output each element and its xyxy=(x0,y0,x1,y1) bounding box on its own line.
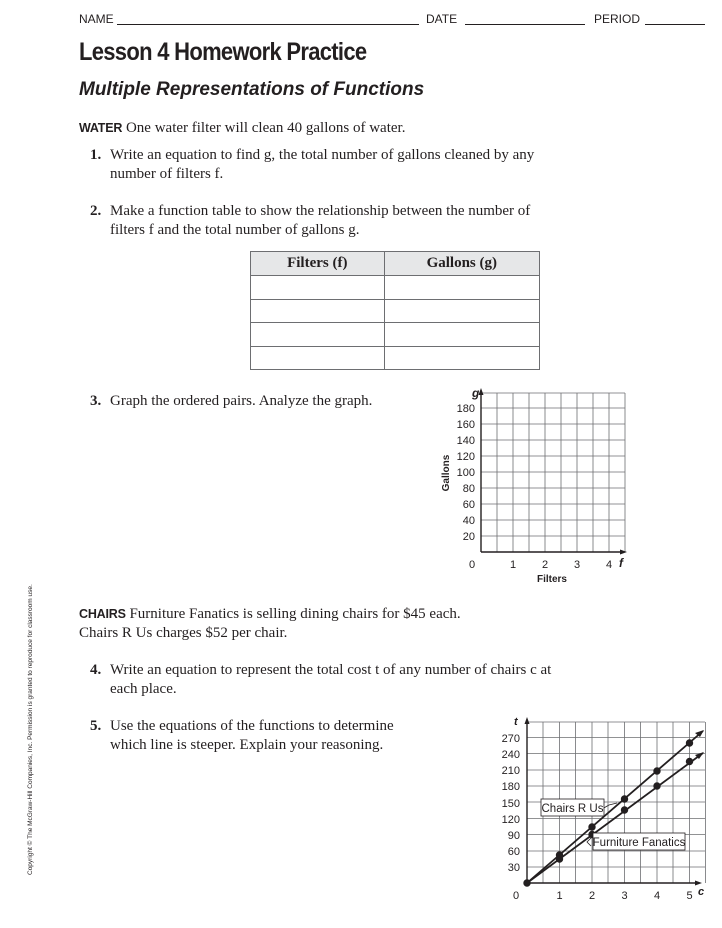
question-text-line: Write an equation to represent the total cost t of any number of chairs c at xyxy=(110,662,552,678)
table-row xyxy=(251,276,540,300)
x-axis-title: Filters xyxy=(536,574,568,585)
question-number: 2. xyxy=(90,203,102,219)
svg-text:4: 4 xyxy=(605,559,613,571)
question-1 xyxy=(90,146,650,186)
svg-text:120: 120 xyxy=(456,451,475,463)
question-text-line: Make a function table to show the relationship between the number of xyxy=(110,203,531,219)
date-label: DATE xyxy=(426,12,458,26)
x-axis-var-label: c xyxy=(698,886,705,898)
svg-text:150: 150 xyxy=(501,798,520,810)
graph-axes xyxy=(481,391,624,552)
date-field[interactable] xyxy=(465,24,585,25)
water-section-label: WATER xyxy=(79,121,123,135)
svg-text:60: 60 xyxy=(507,846,520,858)
function-table xyxy=(250,251,540,370)
question-number: 5. xyxy=(90,718,102,734)
table-cell[interactable] xyxy=(251,323,385,347)
svg-text:20: 20 xyxy=(462,531,475,543)
question-text-line: filters f and the total number of gallons g. xyxy=(110,222,360,238)
svg-text:240: 240 xyxy=(501,749,520,761)
table-cell[interactable] xyxy=(384,276,539,300)
table-row xyxy=(251,299,540,323)
svg-text:1: 1 xyxy=(509,559,517,571)
svg-text:0: 0 xyxy=(512,890,520,902)
question-number: 3. xyxy=(90,393,102,409)
question-text-line: each place. xyxy=(110,681,177,697)
question-number: 1. xyxy=(90,147,102,163)
table-cell[interactable] xyxy=(384,346,539,370)
svg-text:2: 2 xyxy=(541,559,549,571)
chairs-intro xyxy=(79,605,461,643)
graph-grid xyxy=(481,393,625,552)
svg-text:180: 180 xyxy=(456,403,475,415)
period-label: PERIOD xyxy=(594,12,641,26)
svg-text:140: 140 xyxy=(456,435,475,447)
question-5 xyxy=(90,717,470,757)
table-header-gallons: Gallons (g) xyxy=(384,252,539,276)
name-field[interactable] xyxy=(117,24,419,25)
legend-label-furniture-fanatics: Furniture Fanatics xyxy=(592,837,686,849)
y-axis-arrow-icon xyxy=(525,717,530,724)
svg-text:1: 1 xyxy=(556,890,563,902)
table-row xyxy=(251,346,540,370)
water-intro xyxy=(79,119,405,138)
callout-chairs-r-us xyxy=(541,799,617,816)
y-axis-var-label: g xyxy=(472,386,480,400)
question-text-line: which line is steeper. Explain your reasoning. xyxy=(110,737,384,753)
table-cell[interactable] xyxy=(384,323,539,347)
water-intro-text: One water filter will clean 40 gallons of water. xyxy=(125,120,406,136)
page-title: Lesson 4 Homework Practice xyxy=(79,38,367,66)
table-cell[interactable] xyxy=(251,276,385,300)
question-text-line: Graph the ordered pairs. Analyze the graph. xyxy=(110,393,373,409)
callout-furniture-fanatics xyxy=(587,833,686,850)
svg-text:270: 270 xyxy=(501,733,520,745)
svg-text:160: 160 xyxy=(456,419,475,431)
x-axis-arrow-icon xyxy=(620,550,627,555)
student-info-header xyxy=(79,10,709,28)
copyright-notice: Copyright © The McGraw-Hill Companies, Inc. Permission is granted to reproduce for classroom use. xyxy=(27,584,34,875)
table-header-filters: Filters (f) xyxy=(251,252,385,276)
name-label: NAME xyxy=(79,12,114,26)
svg-text:2: 2 xyxy=(588,890,596,902)
table-row xyxy=(251,323,540,347)
svg-text:180: 180 xyxy=(501,781,520,793)
svg-text:30: 30 xyxy=(507,862,520,874)
svg-text:100: 100 xyxy=(456,467,475,479)
legend-label-chairs-r-us: Chairs R Us xyxy=(541,803,604,815)
y-axis-var-label: t xyxy=(514,716,518,728)
table-cell[interactable] xyxy=(251,299,385,323)
question-number: 4. xyxy=(90,662,102,678)
chairs-intro-text: Furniture Fanatics is selling dining chairs for $45 each. xyxy=(129,606,461,622)
svg-text:90: 90 xyxy=(507,830,520,842)
table-cell[interactable] xyxy=(251,346,385,370)
chairs-cost-graph[interactable] xyxy=(495,712,722,912)
question-text-line: Write an equation to find g, the total number of gallons cleaned by any xyxy=(110,147,535,163)
svg-text:80: 80 xyxy=(462,483,475,495)
svg-text:0: 0 xyxy=(468,559,476,571)
chairs-intro-text: Chairs R Us charges $52 per chair. xyxy=(79,625,288,641)
period-field[interactable] xyxy=(645,24,705,25)
svg-text:120: 120 xyxy=(501,814,520,826)
svg-text:60: 60 xyxy=(462,499,475,511)
filters-gallons-graph[interactable] xyxy=(430,385,640,590)
x-axis-arrow-icon xyxy=(695,881,702,886)
svg-text:40: 40 xyxy=(462,515,475,527)
question-4 xyxy=(90,661,650,701)
chairs-section-label: CHAIRS xyxy=(79,607,126,621)
svg-text:3: 3 xyxy=(573,559,581,571)
svg-text:4: 4 xyxy=(653,890,661,902)
question-2 xyxy=(90,202,650,242)
svg-text:5: 5 xyxy=(686,890,693,902)
question-text-line: number of filters f. xyxy=(110,166,224,182)
table-cell[interactable] xyxy=(384,299,539,323)
svg-text:210: 210 xyxy=(501,765,520,777)
page-subtitle: Multiple Representations of Functions xyxy=(79,79,425,100)
question-3 xyxy=(90,392,430,412)
x-axis-var-label: f xyxy=(619,556,623,570)
svg-text:3: 3 xyxy=(621,890,628,902)
question-text-line: Use the equations of the functions to determine xyxy=(110,718,394,734)
y-axis-title: Gallons xyxy=(441,454,452,492)
series-furniture-fanatics xyxy=(527,752,704,883)
